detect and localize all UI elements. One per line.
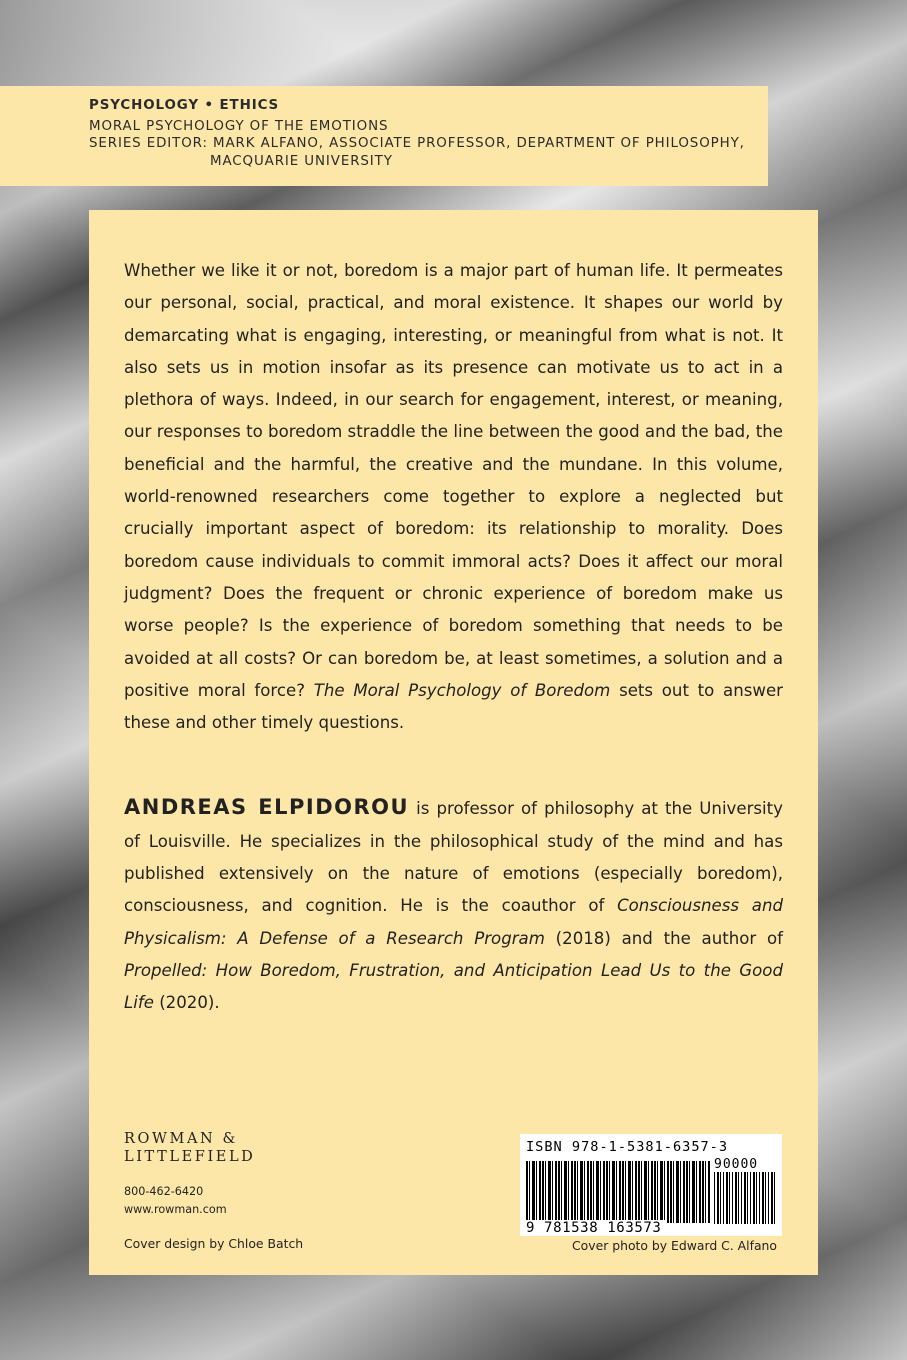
barcode-bars-row — [526, 1157, 776, 1229]
price-addon — [714, 1157, 776, 1229]
author-name: ANDREAS ELPIDOROU — [124, 795, 410, 820]
publisher-name-line1: ROWMAN & — [124, 1131, 239, 1147]
description-text-end: sets out to answer these and other timely questions. — [124, 680, 783, 733]
addon-number: 90000 — [714, 1157, 759, 1172]
bio-text-2: (2018) and the author of — [555, 928, 783, 948]
series-banner — [0, 86, 768, 186]
publisher-logo — [124, 1130, 255, 1166]
publisher-phone: 800-462-6420 — [124, 1185, 204, 1198]
ean-digits: 9 781538 163573 — [526, 1220, 665, 1236]
publisher-website[interactable]: www.rowman.com — [124, 1203, 227, 1216]
author-bio — [124, 791, 783, 1019]
series-editor-affiliation: MACQUARIE UNIVERSITY — [210, 153, 393, 169]
authored-book-title: Propelled: How Boredom, Frustration, and Anticipation Lead Us to the Good Life — [124, 960, 783, 1013]
book-description — [124, 255, 783, 739]
isbn-barcode — [520, 1134, 782, 1236]
description-text: Whether we like it or not, boredom is a major part of human life. It permeates our personal, social, practical, and moral existence. It shapes our world by demarcating what is engaging, interesting, or meaningful from what is not. It also sets us in motion insofar as its presence can motivate us to act in a plethora of ways. Indeed, in our search for engagement, interest, or meaning, our responses to boredom straddle the line between the good and the bad, the beneficial and the harmful, the creative and the mundane. In this volume, world-renowned researchers come together to explore a neglected but crucially important aspect of boredom: its relationship to morality. Does boredom cause individuals to commit immoral acts? Does it affect our moral judgment? Does the frequent or chronic experience of boredom make us worse people? Is the experience of boredom something that needs to be avoided at all costs? Or can boredom be, at least sometimes, a solution and a positive moral force? — [124, 261, 783, 700]
cover-photo-credit: Cover photo by Edward C. Alfano — [572, 1238, 777, 1253]
coauthored-book-title: Consciousness and Physicalism: A Defense of a Research Program — [124, 896, 783, 948]
publisher-name-line2: LITTLEFIELD — [124, 1149, 256, 1165]
isbn-label: ISBN 978-1-5381-6357-3 — [526, 1139, 729, 1155]
book-title: The Moral Psychology of Boredom — [313, 680, 611, 700]
series-editor: SERIES EDITOR: MARK ALFANO, ASSOCIATE PROFESSOR, DEPARTMENT OF PHILOSOPHY, — [89, 136, 745, 151]
subject-categories: PSYCHOLOGY • ETHICS — [89, 98, 280, 113]
ean-barcode-icon — [526, 1161, 710, 1223]
cover-design-credit: Cover design by Chloe Batch — [124, 1236, 304, 1251]
bio-text-3: (2020). — [159, 993, 220, 1013]
addon-barcode-icon — [714, 1172, 776, 1224]
series-name: MORAL PSYCHOLOGY OF THE EMOTIONS — [89, 118, 389, 134]
bio-text: is professor of philosophy at the University of Louisville. He specializes in the philosophical study of the mind and has published extensively on the nature of emotions (especially boredom), consciousness, and cognition. He is the coauthor of — [124, 799, 783, 916]
back-cover-panel — [89, 210, 818, 1275]
publisher-contact — [124, 1183, 227, 1219]
